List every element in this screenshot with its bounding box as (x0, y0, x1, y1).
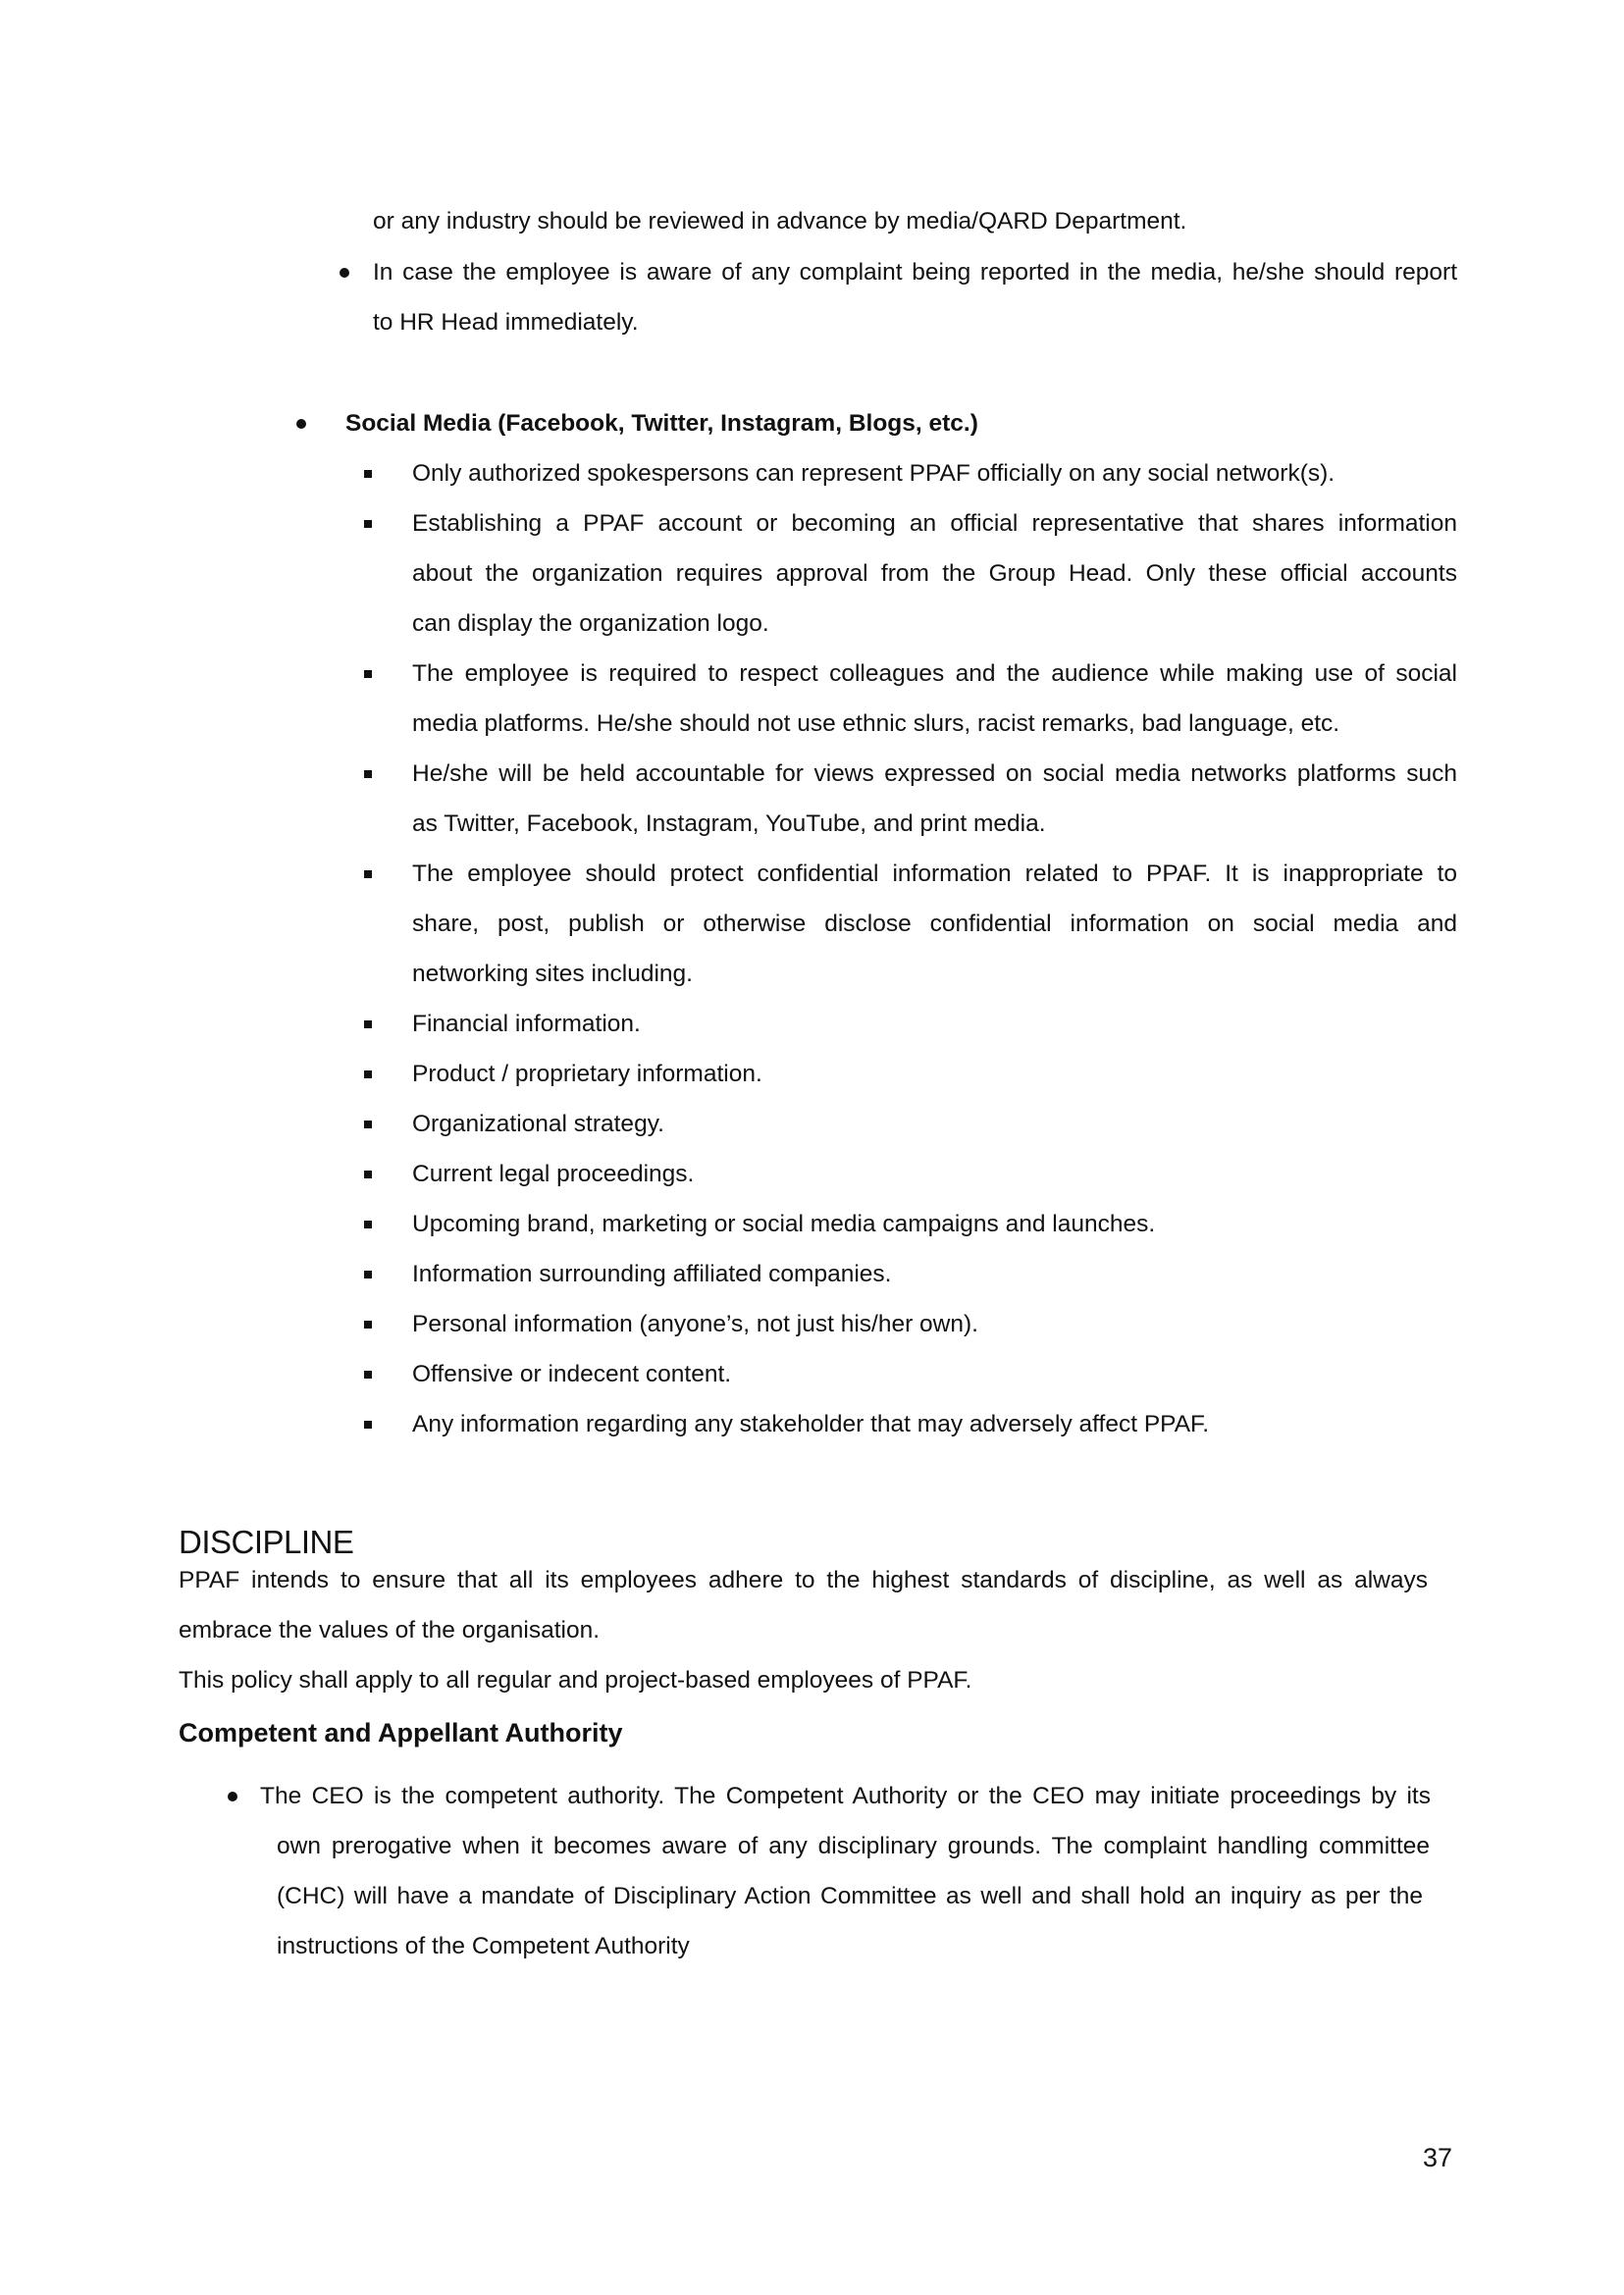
social-media-item-line: Organizational strategy. (412, 1111, 664, 1137)
square-bullet-icon (364, 1070, 372, 1078)
competent-authority-line: own prerogative when it becomes aware of any disciplinary grounds. The complaint handling committee (277, 1833, 1430, 1859)
square-bullet-icon (364, 1171, 372, 1178)
social-media-item-line: Offensive or indecent content. (412, 1361, 732, 1387)
social-media-item-line: Current legal proceedings. (412, 1161, 695, 1187)
social-media-item-line: Only authorized spokespersons can represent PPAF officially on any social network(s). (412, 460, 1336, 487)
discipline-para2: This policy shall apply to all regular and project-based employees of PPAF. (179, 1667, 972, 1694)
social-media-item-line: can display the organization logo. (412, 610, 769, 637)
square-bullet-icon (364, 870, 372, 878)
square-bullet-icon (364, 1121, 372, 1128)
media-bullet-line1: In case the employee is aware of any complaint being reported in the media, he/she should report (373, 259, 1457, 286)
discipline-para1-line1: PPAF intends to ensure that all its employees adhere to the highest standards of discipline, as well as always (179, 1567, 1428, 1593)
square-bullet-icon (364, 1421, 372, 1429)
square-bullet-icon (364, 670, 372, 678)
social-media-item-line: Product / proprietary information. (412, 1061, 762, 1087)
social-media-item-line: The employee is required to respect colleagues and the audience while making use of social (412, 660, 1457, 687)
social-media-item-line: Personal information (anyone’s, not just his/her own). (412, 1311, 978, 1337)
social-media-item-line: share, post, publish or otherwise disclose confidential information on social media and (412, 911, 1457, 937)
square-bullet-icon (364, 1321, 372, 1329)
square-bullet-icon (364, 1371, 372, 1379)
competent-authority-line: instructions of the Competent Authority (277, 1933, 690, 1959)
competent-authority-line: The CEO is the competent authority. The Competent Authority or the CEO may initiate proceedings by its (260, 1783, 1431, 1809)
media-continuation-text: or any industry should be reviewed in advance by media/QARD Department. (373, 208, 1187, 235)
social-media-item-line: The employee should protect confidential information related to PPAF. It is inappropriate to (412, 861, 1457, 887)
square-bullet-icon (364, 1271, 372, 1278)
social-media-item-line: Financial information. (412, 1011, 641, 1037)
competent-authority-subheading: Competent and Appellant Authority (179, 1718, 623, 1747)
social-media-item-line: media platforms. He/she should not use ethnic slurs, racist remarks, bad language, etc. (412, 710, 1340, 737)
discipline-heading: DISCIPLINE (179, 1524, 354, 1560)
social-media-item-line: as Twitter, Facebook, Instagram, YouTube, and print media. (412, 810, 1046, 837)
discipline-para1-line2: embrace the values of the organisation. (179, 1617, 601, 1643)
bullet-dot-icon (228, 1792, 237, 1801)
social-media-item-line: Any information regarding any stakeholder that may adversely affect PPAF. (412, 1411, 1210, 1437)
square-bullet-icon (364, 470, 372, 478)
media-bullet-line2: to HR Head immediately. (373, 309, 639, 336)
social-media-item-line: Upcoming brand, marketing or social media campaigns and launches. (412, 1211, 1156, 1237)
social-media-heading: Social Media (Facebook, Twitter, Instagram, Blogs, etc.) (345, 410, 978, 437)
social-media-item-line: about the organization requires approval from the Group Head. Only these official accounts (412, 560, 1457, 587)
square-bullet-icon (364, 520, 372, 528)
square-bullet-icon (364, 770, 372, 778)
bullet-dot-icon (296, 419, 306, 429)
social-media-item-line: Information surrounding affiliated companies. (412, 1261, 892, 1287)
bullet-dot-icon (340, 268, 349, 278)
square-bullet-icon (364, 1221, 372, 1228)
social-media-item-line: Establishing a PPAF account or becoming an official representative that shares information (412, 510, 1457, 537)
competent-authority-line: (CHC) will have a mandate of Disciplinary Action Committee as well and shall hold an inquiry as per the (277, 1883, 1423, 1909)
square-bullet-icon (364, 1020, 372, 1028)
social-media-item-line: networking sites including. (412, 961, 693, 987)
page-number: 37 (1423, 2143, 1453, 2172)
social-media-item-line: He/she will be held accountable for views expressed on social media networks platforms such (412, 760, 1457, 787)
